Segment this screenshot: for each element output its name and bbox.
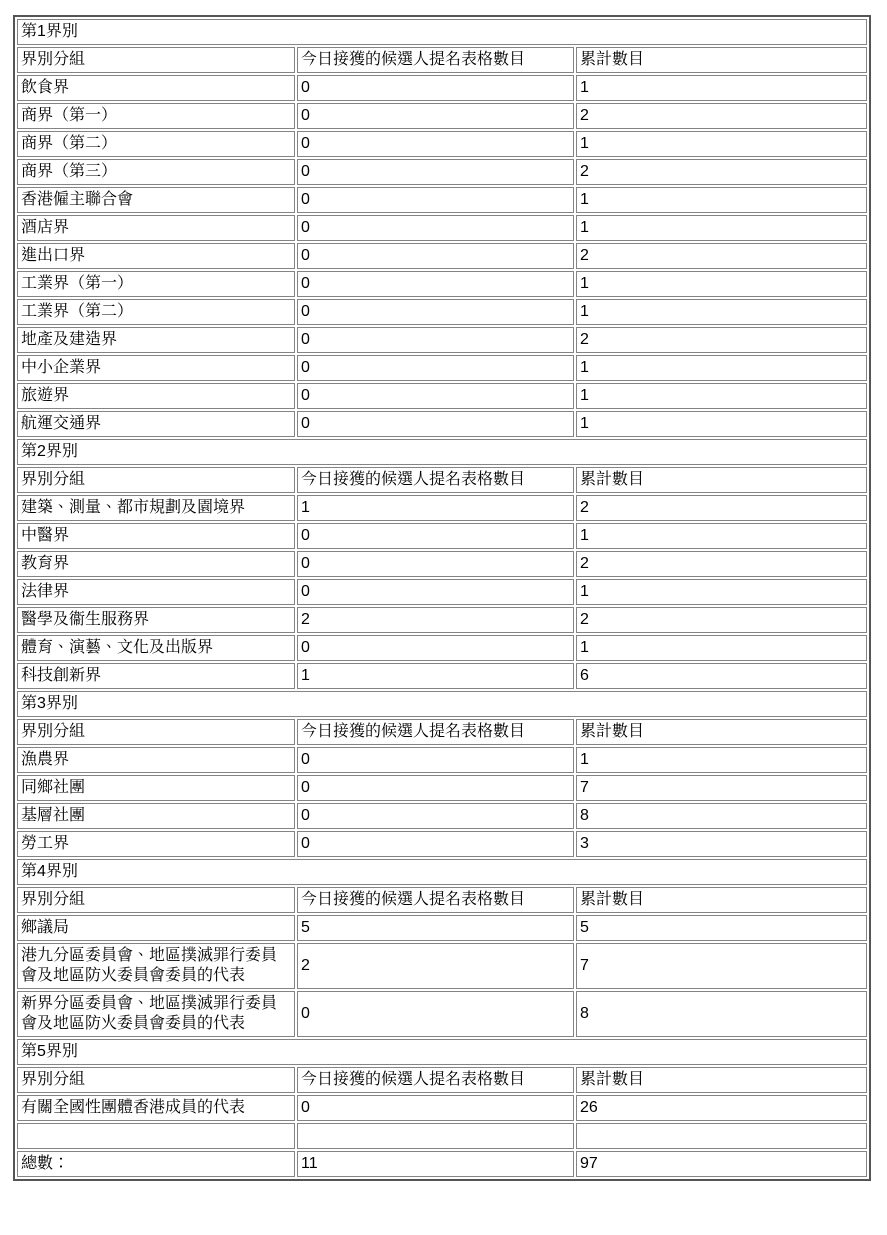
today-count-cell: 0 [297,187,574,213]
sector-cell: 商界（第二） [17,131,295,157]
table-body [17,19,867,1177]
sector-cell: 中小企業界 [17,355,295,381]
cumulative-count-cell: 26 [576,1095,867,1121]
sector-cell: 中醫界 [17,523,295,549]
today-count-cell: 0 [297,523,574,549]
table-row [17,327,867,353]
sector-cell: 同鄉社團 [17,775,295,801]
table-row [17,663,867,689]
sector-cell: 漁農界 [17,747,295,773]
total-row [17,1151,867,1177]
section-title-row [17,1039,867,1065]
today-count-cell: 0 [297,103,574,129]
table-row [17,215,867,241]
table-row [17,383,867,409]
column-header-cell: 今日接獲的候選人提名表格數目 [297,1067,574,1093]
table-row [17,187,867,213]
cumulative-count-cell: 1 [576,355,867,381]
table-row [17,991,867,1037]
cumulative-count-cell: 1 [576,215,867,241]
cumulative-count-cell: 1 [576,271,867,297]
sector-cell: 香港僱主聯合會 [17,187,295,213]
cumulative-count-cell: 1 [576,523,867,549]
today-count-cell: 0 [297,411,574,437]
table-row [17,75,867,101]
today-count-cell: 2 [297,943,574,989]
sector-cell: 工業界（第二） [17,299,295,325]
today-count-cell: 0 [297,243,574,269]
column-header-row [17,719,867,745]
table-row [17,411,867,437]
cumulative-count-cell: 2 [576,243,867,269]
column-header-cell: 今日接獲的候選人提名表格數目 [297,719,574,745]
table-row [17,551,867,577]
section-title-row [17,439,867,465]
table-row [17,803,867,829]
sector-cell: 醫學及衞生服務界 [17,607,295,633]
table-row [17,915,867,941]
sector-cell: 進出口界 [17,243,295,269]
sector-cell: 教育界 [17,551,295,577]
today-count-cell: 0 [297,831,574,857]
column-header-row [17,467,867,493]
column-header-cell: 界別分組 [17,887,295,913]
section-title: 第1界別 [17,19,867,45]
empty-row [17,1123,867,1149]
total-label-cell: 總數： [17,1151,295,1177]
today-count-cell: 0 [297,159,574,185]
cumulative-count-cell: 3 [576,831,867,857]
column-header-cell: 累計數目 [576,887,867,913]
today-count-cell: 0 [297,299,574,325]
cumulative-count-cell: 8 [576,803,867,829]
cumulative-count-cell: 1 [576,411,867,437]
cumulative-count-cell: 6 [576,663,867,689]
column-header-cell: 今日接獲的候選人提名表格數目 [297,467,574,493]
column-header-row [17,1067,867,1093]
column-header-cell: 今日接獲的候選人提名表格數目 [297,47,574,73]
cumulative-count-cell: 1 [576,299,867,325]
table-row [17,831,867,857]
cumulative-count-cell: 7 [576,943,867,989]
today-count-cell: 1 [297,495,574,521]
section-title: 第3界別 [17,691,867,717]
table-row [17,271,867,297]
today-count-cell: 11 [297,1151,574,1177]
cumulative-count-cell: 8 [576,991,867,1037]
column-header-row [17,887,867,913]
column-header-cell: 界別分組 [17,1067,295,1093]
sector-cell: 港九分區委員會、地區撲滅罪行委員會及地區防火委員會委員的代表 [17,943,295,989]
column-header-cell: 累計數目 [576,47,867,73]
today-count-cell [297,1123,574,1149]
table-row [17,635,867,661]
table-row [17,579,867,605]
sector-cell: 商界（第一） [17,103,295,129]
cumulative-count-cell: 2 [576,103,867,129]
sector-cell: 體育、演藝、文化及出版界 [17,635,295,661]
column-header-cell: 累計數目 [576,467,867,493]
cumulative-count-cell: 2 [576,551,867,577]
today-count-cell: 0 [297,271,574,297]
section-title: 第5界別 [17,1039,867,1065]
sector-cell: 旅遊界 [17,383,295,409]
cumulative-count-cell [576,1123,867,1149]
column-header-cell: 界別分組 [17,719,295,745]
sector-cell: 酒店界 [17,215,295,241]
section-title: 第4界別 [17,859,867,885]
sector-cell: 飲食界 [17,75,295,101]
sector-cell: 工業界（第一） [17,271,295,297]
today-count-cell: 0 [297,75,574,101]
cumulative-count-cell: 97 [576,1151,867,1177]
cumulative-count-cell: 5 [576,915,867,941]
today-count-cell: 0 [297,131,574,157]
sector-cell: 法律界 [17,579,295,605]
sector-cell: 鄉議局 [17,915,295,941]
cumulative-count-cell: 1 [576,131,867,157]
today-count-cell: 0 [297,327,574,353]
sector-cell [17,1123,295,1149]
cumulative-count-cell: 2 [576,159,867,185]
sector-cell: 科技創新界 [17,663,295,689]
section-title-row [17,691,867,717]
today-count-cell: 5 [297,915,574,941]
table-row [17,495,867,521]
column-header-cell: 累計數目 [576,719,867,745]
table-row [17,747,867,773]
cumulative-count-cell: 1 [576,187,867,213]
sector-cell: 商界（第三） [17,159,295,185]
cumulative-count-cell: 1 [576,635,867,661]
column-header-cell: 界別分組 [17,467,295,493]
nomination-count-table [13,15,871,1181]
today-count-cell: 2 [297,607,574,633]
column-header-cell: 界別分組 [17,47,295,73]
today-count-cell: 0 [297,355,574,381]
sector-cell: 有關全國性團體香港成員的代表 [17,1095,295,1121]
table-row [17,355,867,381]
cumulative-count-cell: 1 [576,75,867,101]
cumulative-count-cell: 1 [576,383,867,409]
table-row [17,103,867,129]
cumulative-count-cell: 2 [576,327,867,353]
today-count-cell: 0 [297,635,574,661]
today-count-cell: 0 [297,775,574,801]
today-count-cell: 0 [297,215,574,241]
table-row [17,775,867,801]
today-count-cell: 0 [297,991,574,1037]
table-row [17,943,867,989]
today-count-cell: 0 [297,579,574,605]
today-count-cell: 0 [297,551,574,577]
cumulative-count-cell: 1 [576,747,867,773]
sector-cell: 航運交通界 [17,411,295,437]
sector-cell: 新界分區委員會、地區撲滅罪行委員會及地區防火委員會委員的代表 [17,991,295,1037]
table-row [17,607,867,633]
today-count-cell: 0 [297,1095,574,1121]
column-header-cell: 今日接獲的候選人提名表格數目 [297,887,574,913]
sector-cell: 地產及建造界 [17,327,295,353]
cumulative-count-cell: 7 [576,775,867,801]
table-row [17,243,867,269]
cumulative-count-cell: 2 [576,607,867,633]
table-row [17,159,867,185]
section-title-row [17,859,867,885]
section-title: 第2界別 [17,439,867,465]
table-row [17,523,867,549]
today-count-cell: 1 [297,663,574,689]
cumulative-count-cell: 1 [576,579,867,605]
today-count-cell: 0 [297,383,574,409]
today-count-cell: 0 [297,747,574,773]
column-header-cell: 累計數目 [576,1067,867,1093]
sector-cell: 建築、測量、都市規劃及園境界 [17,495,295,521]
column-header-row [17,47,867,73]
sector-cell: 勞工界 [17,831,295,857]
section-title-row [17,19,867,45]
table-row [17,299,867,325]
sector-cell: 基層社團 [17,803,295,829]
table-row [17,1095,867,1121]
today-count-cell: 0 [297,803,574,829]
cumulative-count-cell: 2 [576,495,867,521]
table-row [17,131,867,157]
